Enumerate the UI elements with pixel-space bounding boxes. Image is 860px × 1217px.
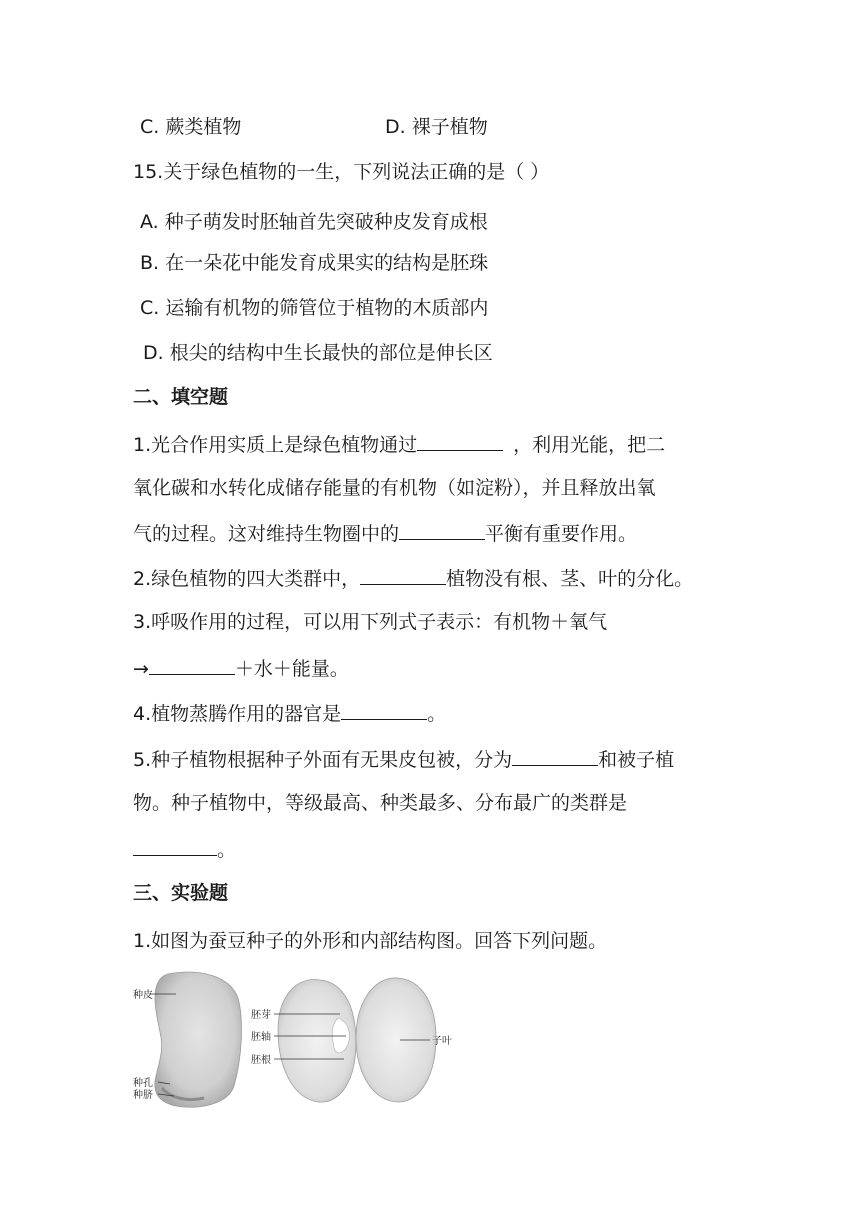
label-radicle: 胚根 — [251, 1055, 271, 1066]
fill-q3-line2 — [133, 654, 349, 682]
experiment-q1: 1.如图为蚕豆种子的外形和内部结构图。回答下列问题。 — [133, 930, 608, 952]
label-seed-coat: 种皮 — [133, 990, 153, 1001]
answer-blank[interactable] — [399, 519, 485, 540]
fill-q5-line3 — [133, 835, 236, 863]
q15-option-b: B. 在一朵花中能发育成果实的结构是胚珠 — [140, 252, 489, 274]
fill-q2-text: 植物没有根、茎、叶的分化。 — [446, 568, 694, 590]
answer-blank[interactable] — [149, 654, 235, 675]
fill-q1-line2: 氧化碳和水转化成储存能量的有机物（如淀粉），并且释放出氧 — [133, 477, 656, 499]
answer-blank[interactable] — [360, 564, 446, 585]
fill-q3-text: ＋水＋能量。 — [234, 658, 349, 680]
q15-option-a: A. 种子萌发时胚轴首先突破种皮发育成根 — [140, 211, 488, 233]
answer-blank[interactable] — [417, 430, 503, 451]
q15-option-c: C. 运输有机物的筛管位于植物的木质部内 — [140, 297, 489, 319]
fill-q5-line1 — [133, 745, 674, 773]
answer-blank[interactable] — [133, 835, 217, 856]
fill-q5-line2: 物。种子植物中，等级最高、种类最多、分布最广的类群是 — [133, 792, 628, 814]
fill-q4 — [133, 699, 446, 727]
q14-option-c: C. 蕨类植物 — [140, 116, 242, 138]
broad-bean-seed-figure — [130, 968, 470, 1110]
fill-q2 — [133, 564, 693, 592]
label-hypocotyl: 胚轴 — [251, 1032, 271, 1043]
label-cotyledon: 子叶 — [432, 1036, 452, 1047]
label-hilum: 种脐 — [133, 1090, 153, 1101]
fill-q1-text: ，利用光能，把二 — [513, 434, 666, 456]
fill-q5-text: 5.种子植物根据种子外面有无果皮包被，分为 — [133, 749, 513, 771]
fill-q1-text: 1.光合作用实质上是绿色植物通过 — [133, 434, 418, 456]
fill-q1-text: 平衡有重要作用。 — [485, 523, 638, 545]
fill-q1-text: 气的过程。这对维持生物圈中的 — [133, 523, 400, 545]
fill-q4-text: 。 — [427, 703, 447, 725]
arrow-symbol: → — [133, 658, 149, 680]
fill-q5-text: 。 — [217, 839, 237, 861]
answer-blank[interactable] — [341, 699, 427, 720]
q15-option-d: D. 根尖的结构中生长最快的部位是伸长区 — [143, 342, 493, 364]
fill-q1-line1 — [133, 430, 665, 458]
fill-q3-line1: 3.呼吸作用的过程，可以用下列式子表示：有机物＋氧气 — [133, 611, 608, 633]
fill-q2-text: 2.绿色植物的四大类群中， — [133, 568, 361, 590]
label-micropyle: 种孔 — [133, 1078, 153, 1089]
fill-q5-text: 和被子植 — [598, 749, 675, 771]
q14-option-d: D. 裸子植物 — [385, 116, 488, 138]
fill-q1-line3 — [133, 519, 637, 547]
section3-title: 三、实验题 — [133, 882, 229, 904]
answer-blank[interactable] — [512, 745, 598, 766]
label-plumule: 胚芽 — [251, 1010, 271, 1021]
q15-stem: 15.关于绿色植物的一生，下列说法正确的是（ ） — [133, 161, 550, 183]
seed-exterior-shape — [155, 972, 242, 1107]
section2-title: 二、填空题 — [133, 386, 229, 408]
fill-q4-text: 4.植物蒸腾作用的器官是 — [133, 703, 342, 725]
